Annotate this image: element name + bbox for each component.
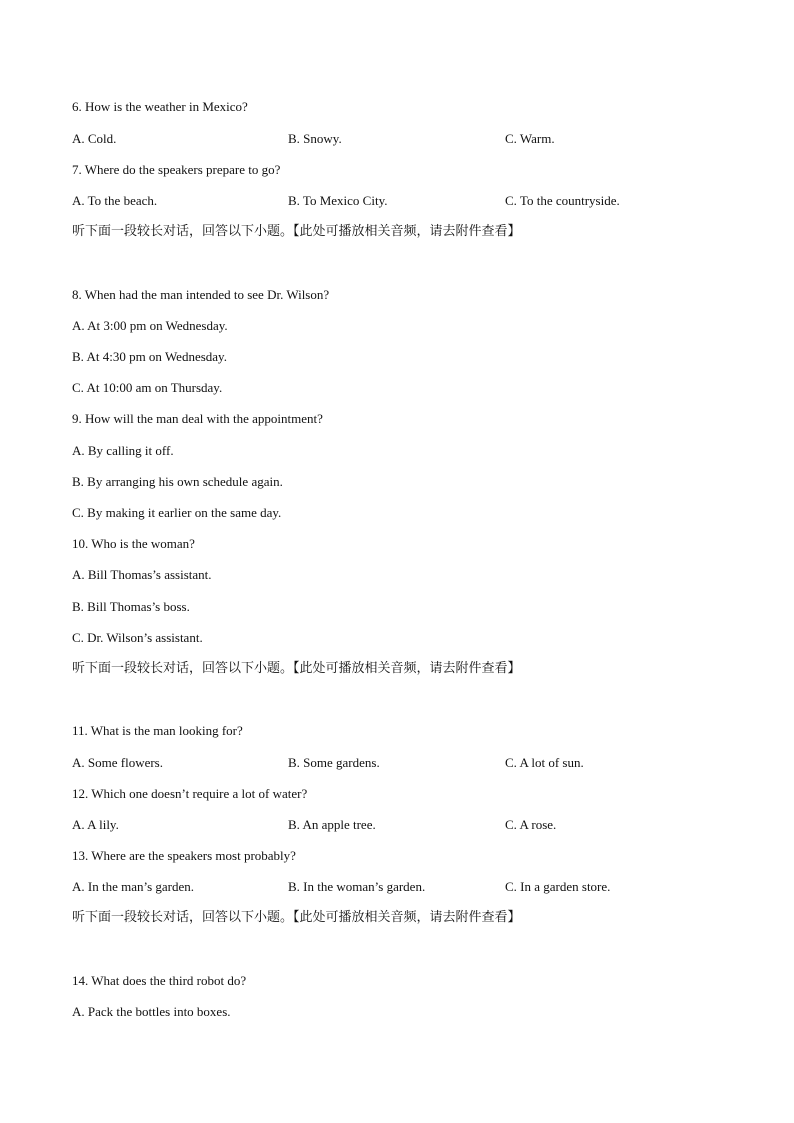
option-a: A. Pack the bottles into boxes. [72, 1004, 231, 1019]
option-b: B. Bill Thomas’s boss. [72, 599, 190, 614]
option-a: A. Some flowers. [72, 755, 163, 770]
question-stem: 8. When had the man intended to see Dr. Wilson? [72, 287, 330, 302]
question-stem: 12. Which one doesn’t require a lot of water? [72, 786, 308, 801]
option-a: A. Bill Thomas’s assistant. [72, 567, 212, 582]
question-stem: 7. Where do the speakers prepare to go? [72, 162, 281, 177]
option-c: C. At 10:00 am on Thursday. [72, 380, 223, 395]
option-b: B. By arranging his own schedule again. [72, 474, 283, 489]
option-a: A. At 3:00 pm on Wednesday. [72, 318, 228, 333]
question-stem: 9. How will the man deal with the appointment? [72, 411, 323, 426]
option-b: B. Snowy. [288, 131, 342, 146]
option-c: C. Warm. [505, 131, 555, 146]
question-stem: 6. How is the weather in Mexico? [72, 99, 248, 114]
option-a: A. In the man’s garden. [72, 879, 195, 894]
option-c: C. A lot of sun. [505, 755, 584, 770]
question-stem: 14. What does the third robot do? [72, 973, 247, 988]
option-c: C. To the countryside. [505, 193, 620, 208]
option-b: B. To Mexico City. [288, 193, 388, 208]
option-b: B. In the woman’s garden. [288, 879, 426, 894]
option-b: B. Some gardens. [288, 755, 380, 770]
option-b: B. At 4:30 pm on Wednesday. [72, 349, 227, 364]
question-stem: 10. Who is the woman? [72, 536, 195, 551]
question-stem: 13. Where are the speakers most probably? [72, 848, 296, 863]
listening-instruction: 听下面一段较长对话，回答以下小题。【此处可播放相关音频，请去附件查看】 [72, 910, 521, 925]
option-a: A. To the beach. [72, 193, 158, 208]
option-a: A. By calling it off. [72, 443, 174, 458]
question-stem: 11. What is the man looking for? [72, 723, 243, 738]
listening-instruction: 听下面一段较长对话，回答以下小题。【此处可播放相关音频，请去附件查看】 [72, 224, 521, 239]
option-c: C. In a garden store. [505, 879, 611, 894]
option-c: C. A rose. [505, 817, 557, 832]
listening-instruction: 听下面一段较长对话，回答以下小题。【此处可播放相关音频，请去附件查看】 [72, 661, 521, 676]
option-a: A. A lily. [72, 817, 119, 832]
option-c: C. By making it earlier on the same day. [72, 505, 282, 520]
option-a: A. Cold. [72, 131, 117, 146]
option-c: C. Dr. Wilson’s assistant. [72, 630, 203, 645]
option-b: B. An apple tree. [288, 817, 376, 832]
